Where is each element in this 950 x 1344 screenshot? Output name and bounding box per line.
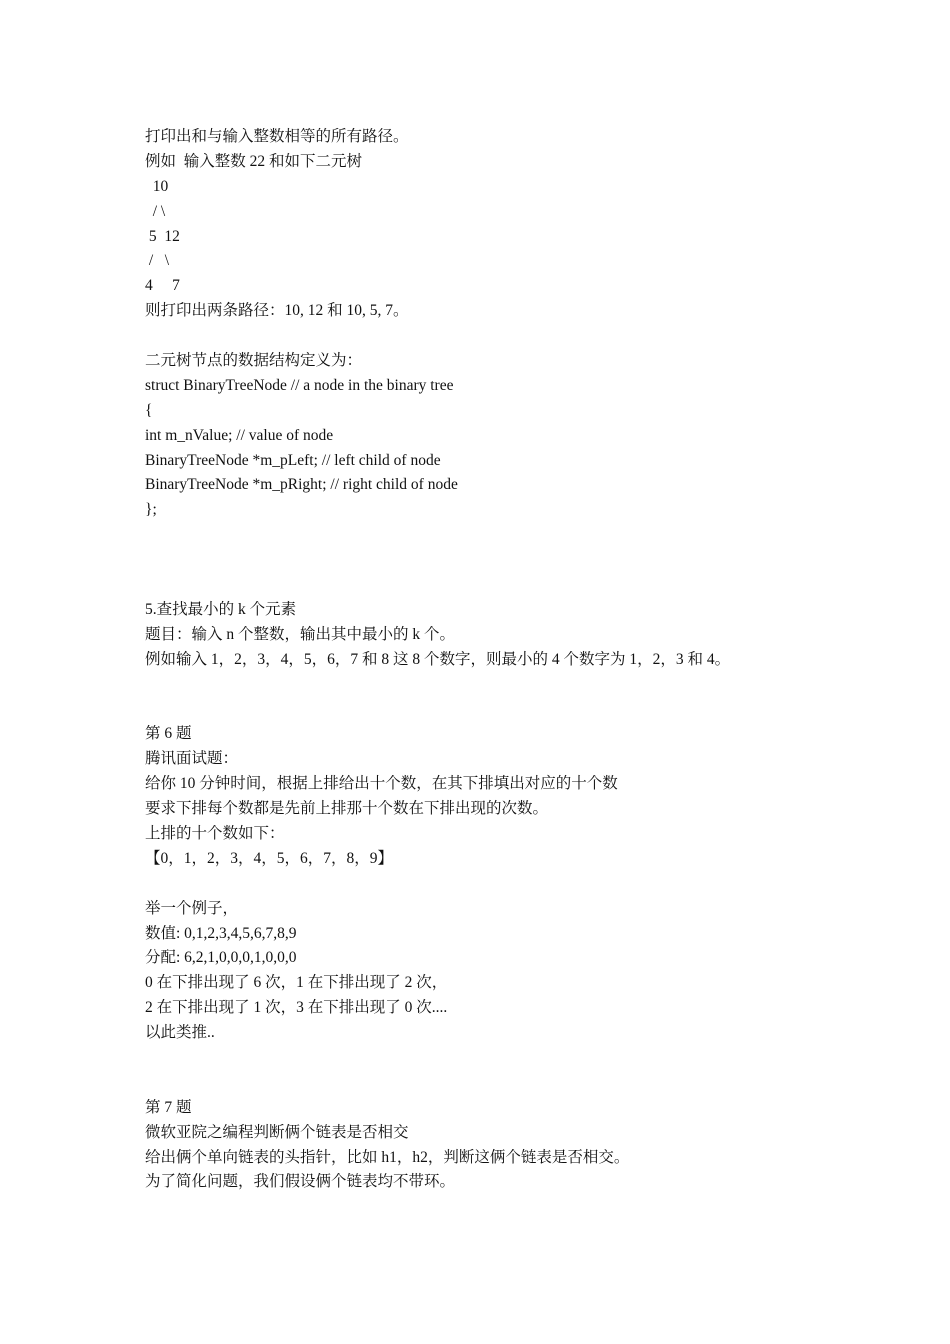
section7-subtitle: 微软亚院之编程判断俩个链表是否相交 <box>145 1123 409 1141</box>
section6-explain: 以此类推.. <box>145 1024 215 1042</box>
section6-source: 腾讯面试题： <box>145 750 239 768</box>
section7-desc: 为了简化问题，我们假设俩个链表均不带环。 <box>145 1173 456 1191</box>
code-line: BinaryTreeNode *m_pRight; // right child of node <box>145 476 458 494</box>
blank-line <box>145 673 845 698</box>
code-line: struct BinaryTreeNode // a node in the binary tree <box>145 376 454 394</box>
struct-intro: 二元树节点的数据结构定义为： <box>145 352 363 370</box>
blank-line <box>145 573 845 598</box>
section6-example-intro: 举一个例子， <box>145 899 239 917</box>
section6-values: 数值: 0,1,2,3,4,5,6,7,8,9 <box>145 924 297 942</box>
path-sum-example: 例如 输入整数 22 和如下二元树 <box>145 152 363 170</box>
section6-explain: 2 在下排出现了 1 次，3 在下排出现了 0 次.... <box>145 999 448 1017</box>
section6-explain: 0 在下排出现了 6 次，1 在下排出现了 2 次， <box>145 974 448 992</box>
code-line: { <box>145 401 153 419</box>
tree-diagram-line: / \ <box>145 252 170 270</box>
section7-title: 第 7 题 <box>145 1098 192 1116</box>
path-sum-result: 则打印出两条路径：10, 12 和 10, 5, 7。 <box>145 302 409 320</box>
section6-title: 第 6 题 <box>145 725 192 743</box>
blank-line <box>145 697 845 722</box>
blank-line <box>145 872 845 897</box>
blank-line <box>145 324 845 349</box>
code-line: }; <box>145 501 157 519</box>
section6-desc: 上排的十个数如下： <box>145 824 285 842</box>
path-sum-intro: 打印出和与输入整数相等的所有路径。 <box>145 128 409 145</box>
document-body <box>145 125 845 1195</box>
section5-problem: 题目：输入 n 个整数，输出其中最小的 k 个。 <box>145 625 456 643</box>
section6-desc: 要求下排每个数都是先前上排那十个数在下排出现的次数。 <box>145 800 549 818</box>
blank-line <box>145 523 845 548</box>
section6-numbers: 【0，1，2，3，4，5，6，7，8，9】 <box>145 849 394 867</box>
blank-line <box>145 1046 845 1071</box>
tree-diagram-line: 5 12 <box>145 227 180 245</box>
blank-line <box>145 1071 845 1096</box>
tree-diagram-line: 10 <box>145 177 169 195</box>
tree-diagram-line: / \ <box>145 202 166 220</box>
section7-desc: 给出俩个单向链表的头指针，比如 h1，h2，判断这俩个链表是否相交。 <box>145 1148 630 1166</box>
code-line: int m_nValue; // value of node <box>145 426 334 444</box>
blank-line <box>145 548 845 573</box>
section5-example: 例如输入 1，2，3，4，5，6，7 和 8 这 8 个数字，则最小的 4 个数字为 1，2，3 和 4。 <box>145 650 731 668</box>
code-line: BinaryTreeNode *m_pLeft; // left child of node <box>145 451 441 469</box>
section6-desc: 给你 10 分钟时间，根据上排给出十个数，在其下排填出对应的十个数 <box>145 775 618 793</box>
section6-distribution: 分配: 6,2,1,0,0,0,1,0,0,0 <box>145 949 297 967</box>
section5-title: 5.查找最小的 k 个元素 <box>145 600 297 618</box>
tree-diagram-line: 4 7 <box>145 277 180 295</box>
